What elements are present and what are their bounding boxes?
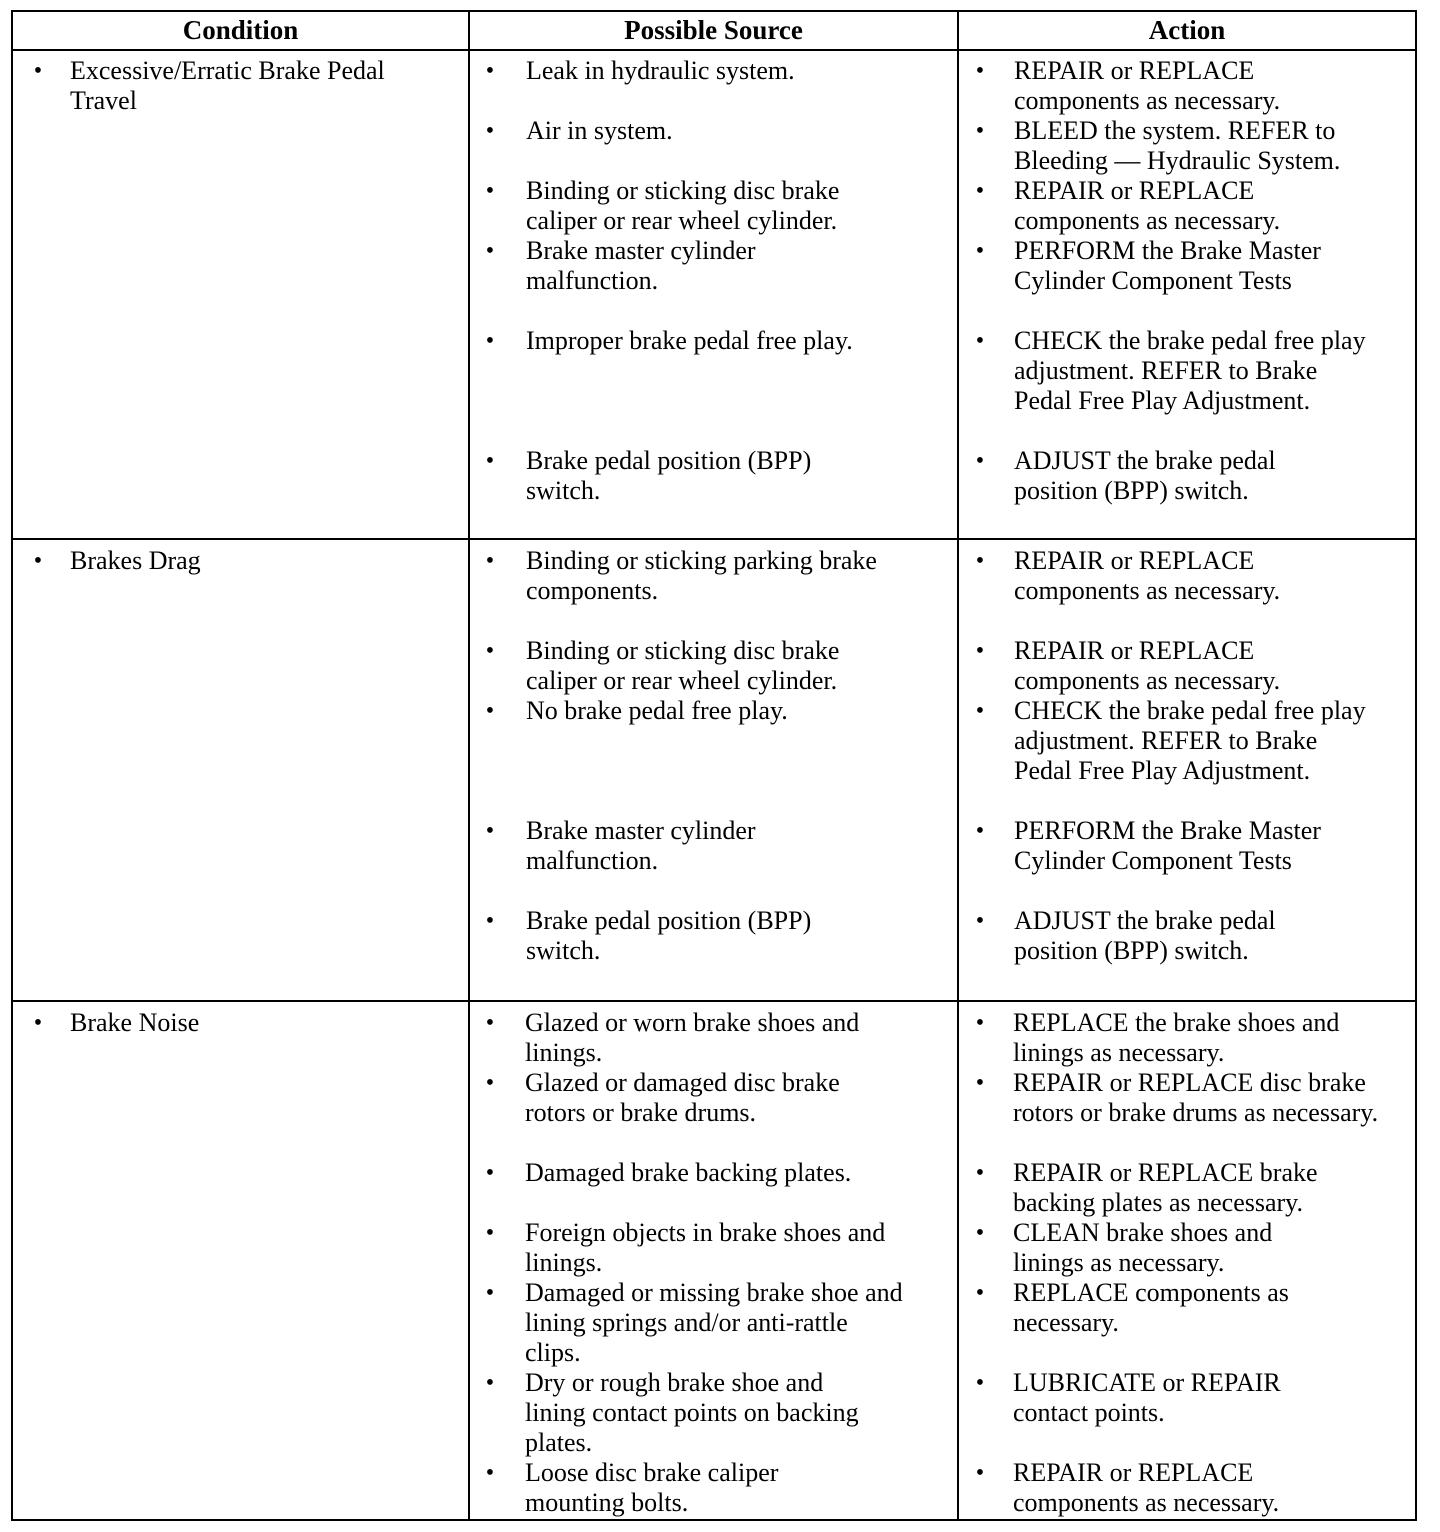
action-text: REPAIR or REPLACE components as necessary. (1014, 636, 1281, 695)
bullet: • (485, 1070, 495, 1096)
bullet: • (975, 1460, 985, 1486)
action-text: PERFORM the Brake Master Cylinder Component Tests (1014, 236, 1321, 295)
action-text: ADJUST the brake pedal position (BPP) switch. (1014, 906, 1276, 965)
action-text: REPLACE the brake shoes and linings as necessary. (1013, 1008, 1340, 1067)
bullet: • (485, 238, 495, 264)
bullet: • (33, 1010, 43, 1036)
source-text: Air in system. (526, 116, 673, 145)
bullet: • (975, 448, 985, 474)
bullet: • (975, 1070, 985, 1096)
action-cell (970, 56, 1410, 536)
condition-text: Brakes Drag (70, 546, 201, 575)
header-condition: Condition (182, 15, 299, 45)
action-text: LUBRICATE or REPAIR contact points. (1013, 1368, 1281, 1427)
bullet: • (33, 548, 43, 574)
source-text: Foreign objects in brake shoes and linings. (525, 1218, 886, 1277)
action-text: REPAIR or REPLACE components as necessary. (1013, 1458, 1280, 1517)
bullet: • (975, 818, 985, 844)
bullet: • (485, 58, 495, 84)
bullet: • (975, 328, 985, 354)
bullet: • (975, 238, 985, 264)
bullet: • (975, 1160, 985, 1186)
action-text: CHECK the brake pedal free play adjustment. REFER to Brake Pedal Free Play Adjustment. (1014, 696, 1366, 785)
bullet: • (975, 58, 985, 84)
bullet: • (975, 638, 985, 664)
action-text: CHECK the brake pedal free play adjustment. REFER to Brake Pedal Free Play Adjustment. (1014, 326, 1366, 415)
source-text: Glazed or damaged disc brake rotors or brake drums. (525, 1068, 840, 1127)
column-divider (957, 10, 959, 1521)
source-text: Binding or sticking parking brake components. (526, 546, 877, 605)
source-text: Binding or sticking disc brake caliper or rear wheel cylinder. (526, 636, 840, 695)
bullet: • (485, 448, 495, 474)
bullet: • (975, 1010, 985, 1036)
bullet: • (975, 1220, 985, 1246)
source-text: Brake pedal position (BPP) switch. (526, 906, 812, 965)
bullet: • (975, 1370, 985, 1396)
bullet: • (485, 1370, 495, 1396)
source-text: Brake master cylinder malfunction. (526, 236, 756, 295)
source-text: Brake master cylinder malfunction. (526, 816, 756, 875)
bullet: • (485, 698, 495, 724)
bullet: • (485, 638, 495, 664)
bullet: • (485, 548, 495, 574)
source-text: Dry or rough brake shoe and lining contact points on backing plates. (525, 1368, 859, 1457)
action-text: REPLACE components as necessary. (1013, 1278, 1289, 1337)
condition-cell (28, 546, 463, 586)
row-divider (11, 1000, 1417, 1002)
bullet: • (485, 818, 495, 844)
action-text: REPAIR or REPLACE components as necessary. (1014, 56, 1281, 115)
bullet: • (485, 1280, 495, 1306)
source-text: Damaged brake backing plates. (525, 1158, 852, 1187)
bullet: • (485, 908, 495, 934)
source-cell (480, 1008, 952, 1518)
bullet: • (485, 178, 495, 204)
condition-text: Excessive/Erratic Brake Pedal Travel (70, 56, 385, 115)
bullet: • (975, 178, 985, 204)
source-cell (480, 546, 952, 996)
bullet: • (485, 1010, 495, 1036)
condition-cell (28, 56, 463, 126)
source-text: Improper brake pedal free play. (526, 326, 853, 355)
bullet: • (975, 908, 985, 934)
bullet: • (975, 118, 985, 144)
source-text: No brake pedal free play. (526, 696, 788, 725)
header-divider (11, 49, 1417, 51)
source-text: Binding or sticking disc brake caliper or rear wheel cylinder. (526, 176, 840, 235)
action-text: REPAIR or REPLACE disc brake rotors or brake drums as necessary. (1013, 1068, 1379, 1127)
action-cell (970, 1008, 1410, 1518)
bullet: • (33, 58, 43, 84)
action-text: PERFORM the Brake Master Cylinder Component Tests (1014, 816, 1321, 875)
source-text: Leak in hydraulic system. (526, 56, 795, 85)
column-divider (468, 10, 470, 1521)
source-text: Loose disc brake caliper mounting bolts. (525, 1458, 779, 1517)
bullet: • (975, 1280, 985, 1306)
header-action: Action (1148, 15, 1226, 45)
source-cell (480, 56, 952, 536)
source-text: Brake pedal position (BPP) switch. (526, 446, 812, 505)
action-text: ADJUST the brake pedal position (BPP) switch. (1014, 446, 1276, 505)
bullet: • (485, 1220, 495, 1246)
bullet: • (485, 1460, 495, 1486)
action-text: BLEED the system. REFER to Bleeding — Hydraulic System. (1014, 116, 1341, 175)
source-text: Glazed or worn brake shoes and linings. (525, 1008, 860, 1067)
action-cell (970, 546, 1410, 996)
bullet: • (485, 1160, 495, 1186)
header-possible-source: Possible Source (624, 15, 803, 45)
bullet: • (485, 328, 495, 354)
source-text: Damaged or missing brake shoe and lining springs and/or anti-rattle clips. (525, 1278, 903, 1367)
condition-text: Brake Noise (70, 1008, 200, 1037)
bullet: • (975, 548, 985, 574)
action-text: REPAIR or REPLACE components as necessary. (1014, 176, 1281, 235)
action-text: CLEAN brake shoes and linings as necessary. (1013, 1218, 1273, 1277)
bullet: • (975, 698, 985, 724)
row-divider (11, 538, 1417, 540)
action-text: REPAIR or REPLACE components as necessary. (1014, 546, 1281, 605)
bullet: • (485, 118, 495, 144)
condition-cell (28, 1008, 463, 1048)
action-text: REPAIR or REPLACE brake backing plates as necessary. (1013, 1158, 1318, 1217)
